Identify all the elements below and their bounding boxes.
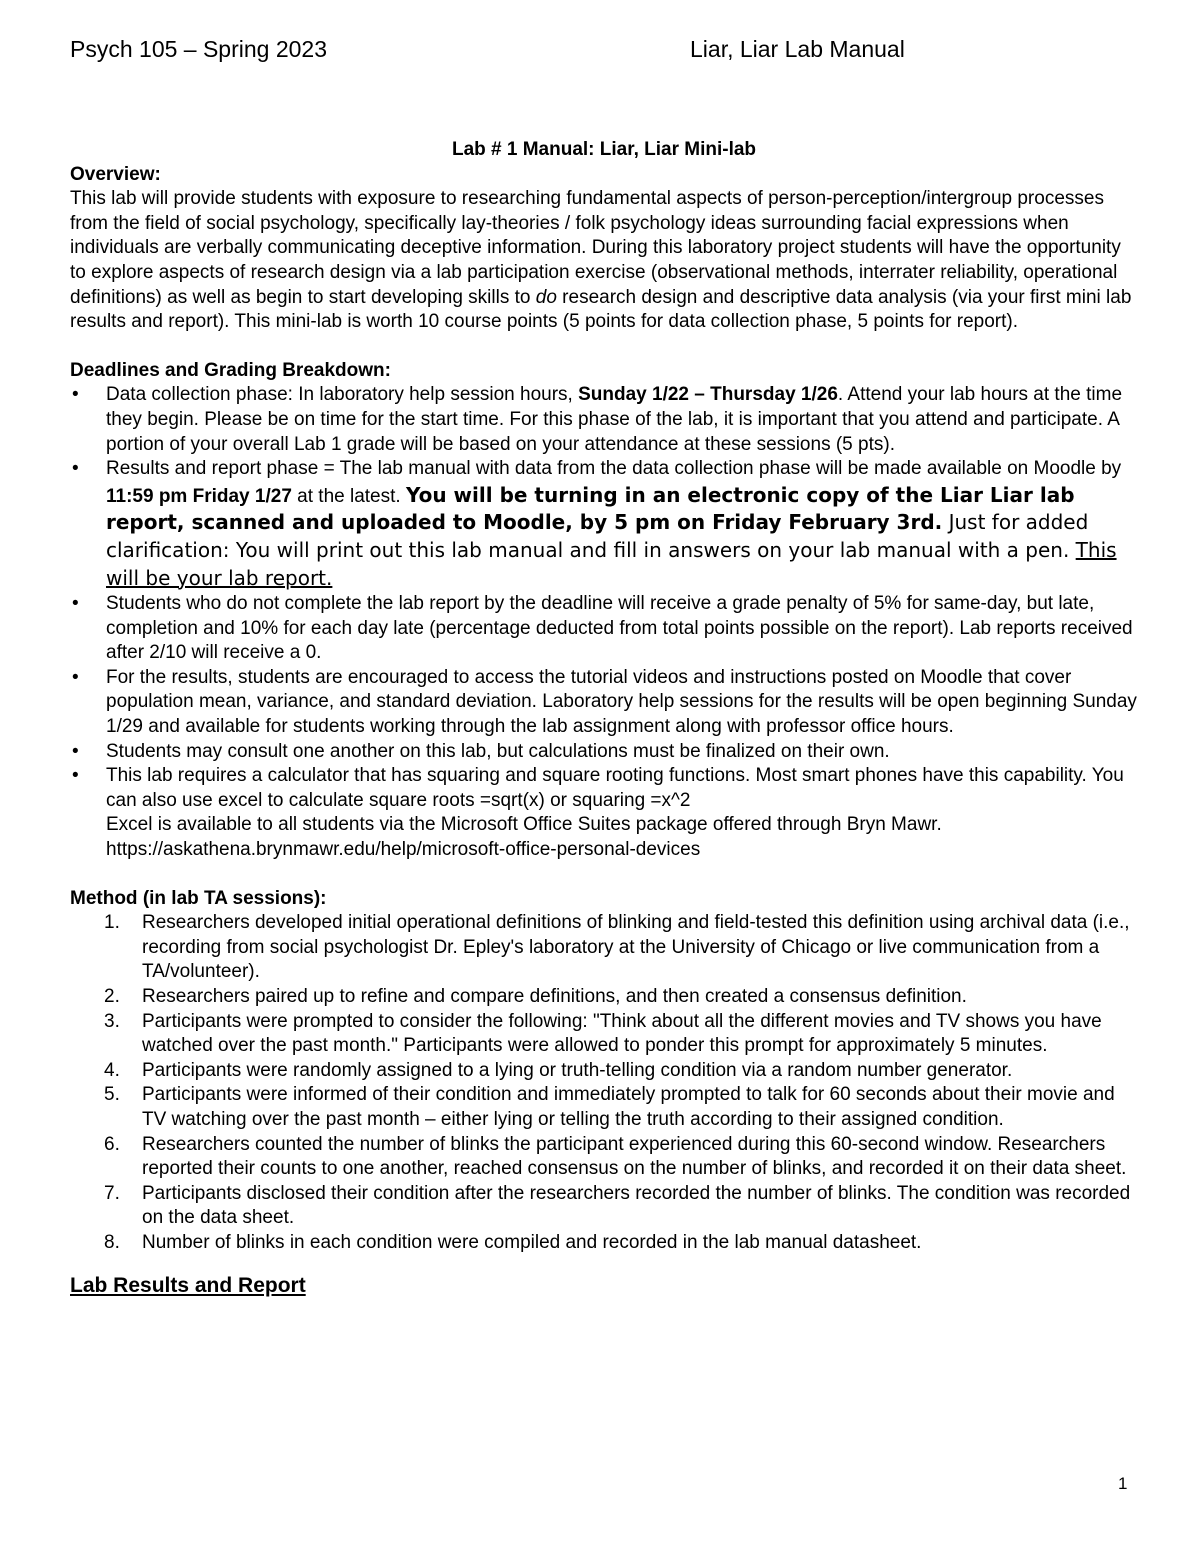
lab-report-underline: This will be your lab report. — [106, 537, 1117, 590]
results-heading: Lab Results and Report — [70, 1273, 306, 1297]
list-item: 2. Researchers paired up to refine and compare definitions, and then created a consensus definition. — [104, 986, 967, 1007]
document-title: Lab # 1 Manual: Liar, Liar Mini-lab — [451, 139, 757, 160]
page-number: 1 — [1118, 1474, 1128, 1493]
overview-heading: Overview: — [70, 163, 161, 185]
report-deadline-emphasis: You will be turning in an electronic copy of the Liar Liar lab report, scanned and uploaded to Moodle, by 5 pm on Friday February 3rd. — [106, 482, 1075, 535]
list-item: 8. Number of blinks in each condition were compiled and recorded in the lab manual datasheet. — [104, 1231, 922, 1253]
list-item: • Students may consult one another on this lab, but calculations must be finalized on their own. — [70, 740, 1138, 765]
method-heading: Method (in lab TA sessions): — [70, 887, 327, 909]
list-item: • Students who do not complete the lab report by the deadline will receive a grade penalty of 5% for same-day, but late, completion and 10% for each day late (percentage deducted from total points possible on the report). Lab reports received after 2/10 will receive a 0. — [70, 592, 1138, 666]
list-item: • Data collection phase: In laboratory help session hours, Sunday 1/22 – Thursday 1/26. Attend your lab hours at the time they begin. Please be on time for the start time. For this phase of the lab, it is important that you attend and participate. A portion of your overall Lab 1 grade will be based on your attendance at these sessions (5 pts). — [70, 383, 1138, 457]
list-item: 6. Researchers counted the number of blinks the participant experienced during this 60-second window. Researchers reported their counts to one another, reached consensus on the number of blinks, and recorded it on their data sheet. — [104, 1133, 1127, 1180]
overview-paragraph: This lab will provide students with exposure to researching fundamental aspects of person-perception/intergroup processes from the field of social psychology, specifically lay-theories / folk psychology ideas surrounding facial expressions when individuals are verbally communicating deceptive information. During this laboratory project students will have the opportunity to explore aspects of research design via a lab participation exercise (observational methods, interrater reliability, operational definitions) as well as begin to start developing skills to do research design and descriptive data analysis (via your first mini lab results and report). This mini-lab is worth 10 course points (5 points for data collection phase, 5 points for report). — [70, 188, 1132, 333]
list-item: 7. Participants disclosed their condition after the researchers recorded the number of blinks. The condition was recorded on the data sheet. — [104, 1182, 1131, 1229]
list-item: 1. Researchers developed initial operational definitions of blinking and field-tested this definition using archival data (i.e., recording from social psychologist Dr. Epley's laboratory at the University of Chicago or live communication from a TA/volunteer). — [104, 912, 1130, 983]
list-item: 5. Participants were informed of their condition and immediately prompted to talk for 60 seconds about their movie and TV watching over the past month – either lying or telling the truth according to their assigned condition. — [104, 1084, 1115, 1130]
list-item: • For the results, students are encouraged to access the tutorial videos and instructions posted on Moodle that cover population mean, variance, and standard deviation. Laboratory help sessions for the results will be open beginning Sunday 1/29 and available for students working through the lab assignment along with professor office hours. — [70, 666, 1138, 740]
deadlines-list — [70, 383, 1138, 862]
list-item: • Results and report phase = The lab manual with data from the data collection phase will be made available on Moodle by 11:59 pm Friday 1/27 at the latest. You will be turning in an electronic copy of the Liar Liar lab report, scanned and uploaded to Moodle, by 5 pm on Friday February 3rd. Just for added clarification: You will print out this lab manual and fill in answers on your lab manual with a pen. This will be your lab report. — [70, 457, 1138, 592]
deadlines-heading: Deadlines and Grading Breakdown: — [70, 359, 391, 381]
document-body — [70, 138, 1138, 1298]
method-steps — [70, 911, 1138, 1255]
list-item: 3. Participants were prompted to consider the following: "Think about all the different movies and TV shows you have watched over the past month." Participants were allowed to ponder this prompt for approximately 5 minutes. — [104, 1010, 1102, 1057]
overview-emphasis: do — [535, 286, 557, 308]
microsoft-office-link[interactable]: https://askathena.brynmawr.edu/help/microsoft-office-personal-devices — [106, 839, 701, 861]
list-item: 4. Participants were randomly assigned to a lying or truth-telling condition via a random number generator. — [104, 1059, 1013, 1081]
header-course: Psych 105 – Spring 2023 — [70, 36, 328, 62]
header-manual-title: Liar, Liar Lab Manual — [690, 36, 905, 62]
list-item: • This lab requires a calculator that has squaring and square rooting functions. Most smart phones have this capability. You can also use excel to calculate square roots =sqrt(x) or squaring =x^2 Excel is available to all students via the Microsoft Office Suites package offered through Bryn Mawr. https://askathena.brynmawr.edu/help/microsoft-office-personal-devices — [70, 764, 1138, 862]
